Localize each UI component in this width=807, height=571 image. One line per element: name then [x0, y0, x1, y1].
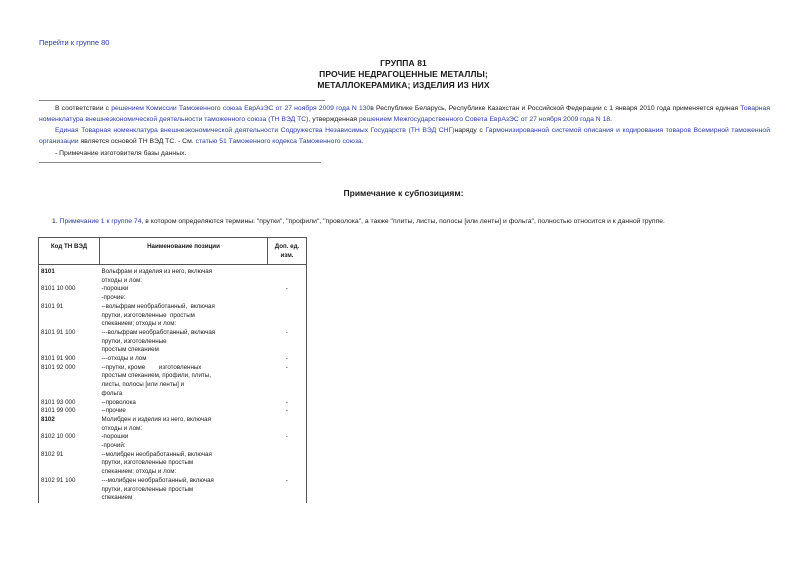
row-code — [39, 442, 100, 451]
row-code: 8101 91 100 — [39, 329, 100, 355]
row-name — [100, 265, 268, 286]
tariff-table — [38, 237, 307, 503]
intro-paragraph-2 — [39, 125, 770, 147]
row-name — [100, 442, 268, 451]
group-subtitle-2: МЕТАЛЛОКЕРАМИКА; ИЗДЕЛИЯ ИЗ НИХ — [317, 80, 490, 90]
row-name-line: -порошки — [101, 285, 129, 293]
cis-nomenclature-link[interactable]: Единая Товарная номенклатура внешнеэкономической деятельности Содружества Независимых Государств (ТН ВЭД СНГ) — [55, 127, 455, 134]
row-unit: - — [268, 355, 307, 364]
prev-group-link[interactable]: Перейти к группе 80 — [39, 38, 110, 47]
row-name-line: спеканием; отходы и лом: — [101, 468, 177, 476]
row-name — [100, 433, 268, 442]
table-row — [39, 442, 307, 451]
row-name-line: ---молибден необработанный, включая — [101, 476, 214, 484]
table-row — [39, 364, 307, 399]
row-name — [100, 329, 268, 355]
subheading-notes-title: Примечание к субпозициям: — [343, 188, 464, 198]
row-name-line: простым спеканием — [101, 346, 159, 354]
row-name-line: отходы и лом: — [101, 424, 143, 432]
row-name-line: спеканием — [101, 494, 133, 502]
row-name-line: --проволока — [101, 398, 136, 406]
row-code: 8102 10 000 — [39, 433, 100, 442]
row-name — [100, 451, 268, 477]
row-unit: - — [268, 477, 307, 503]
row-code: 8101 91 900 — [39, 355, 100, 364]
row-name-line: Вольфрам и изделия из него, включая — [101, 268, 213, 275]
table-row — [39, 451, 307, 477]
row-name — [100, 285, 268, 294]
intro-text: наряду с — [454, 127, 486, 134]
table-row — [39, 407, 307, 416]
row-unit: - — [268, 285, 307, 294]
row-name-line: простым спеканием, профили, плиты, — [101, 372, 211, 380]
row-code: 8102 91 — [39, 451, 100, 477]
row-name-line: --вольфрам необработанный, включая — [101, 302, 215, 310]
row-name — [100, 407, 268, 416]
table-row — [39, 477, 307, 503]
tariff-table-body — [39, 265, 307, 503]
table-row — [39, 265, 307, 286]
row-code: 8101 91 — [39, 303, 100, 329]
row-name — [100, 303, 268, 329]
row-code — [39, 294, 100, 303]
header-code: Код ТН ВЭД — [39, 238, 100, 265]
row-name-line: -прочие: — [101, 294, 126, 302]
row-name-line: фольга — [101, 389, 123, 397]
table-row — [39, 285, 307, 294]
row-unit: - — [268, 364, 307, 399]
intro-text: является основой ТН ВЭД ТС. - См. — [78, 138, 196, 145]
row-name-line: Молибден и изделия из него, включая — [101, 415, 211, 423]
row-name — [100, 294, 268, 303]
row-unit: - — [268, 433, 307, 442]
database-note: - Примечание изготовителя базы данных. — [55, 150, 187, 157]
customs-code-article-link[interactable]: статью 51 Таможенного кодекса Таможенного союза — [195, 138, 362, 145]
harmonized-system-link[interactable]: Гармонизированной системой описания и кодирования товаров Всемирной таможенной организации — [39, 127, 770, 145]
row-name-line: -порошки — [101, 433, 129, 441]
row-code: 8102 91 100 — [39, 477, 100, 503]
row-name-line: прутки, изготовленные простым — [101, 311, 195, 319]
row-unit — [268, 294, 307, 303]
row-name-line: --прочие — [101, 407, 126, 415]
row-name-line: прутки, изготовленные — [101, 337, 167, 345]
header-name: Наименование позиции — [100, 238, 268, 265]
table-header-row — [39, 238, 307, 265]
intro-paragraph-1 — [39, 103, 770, 125]
table-row — [39, 294, 307, 303]
row-code: 8101 99 000 — [39, 407, 100, 416]
row-code: 8102 — [39, 416, 100, 433]
intro-text: . — [361, 138, 364, 145]
commission-decision-link[interactable]: решением Комиссии Таможенного союза ЕврАзЭС от 27 ноября 2009 года N 130 — [111, 105, 371, 112]
row-name-line: отходы и лом: — [101, 276, 143, 284]
customs-nomenclature-link[interactable]: Товарная номенклатура внешнеэкономической деятельности таможенного союза (ТН ВЭД ТС) — [39, 105, 771, 123]
council-decision-link[interactable]: решением Межгосударственного Совета ЕврАзЭС от 27 ноября 2009 года N 18 — [358, 116, 611, 123]
table-row — [39, 355, 307, 364]
divider-bottom — [39, 162, 321, 163]
divider-top — [39, 100, 325, 101]
row-unit: - — [268, 407, 307, 416]
row-unit — [268, 303, 307, 329]
table-row — [39, 433, 307, 442]
row-name-line: -прочий: — [101, 442, 126, 450]
row-code: 8101 10 000 — [39, 285, 100, 294]
table-row — [39, 416, 307, 433]
table-row — [39, 303, 307, 329]
intro-text: , утвержденная — [308, 116, 359, 123]
row-name — [100, 364, 268, 399]
intro-text: в Республике Беларусь, Республике Казахстан и Российской Федерации с 1 января 2010 года применяется единая — [370, 105, 741, 112]
row-name — [100, 355, 268, 364]
row-name-line: ---вольфрам необработанный, включая — [101, 328, 216, 336]
group74-note-link[interactable]: Примечание 1 к группе 74 — [59, 218, 142, 225]
subheading-note-1 — [52, 218, 665, 225]
row-name — [100, 399, 268, 408]
table-row — [39, 329, 307, 355]
row-code: 8101 93 000 — [39, 399, 100, 408]
row-name-line: прутки, изготовленные простым — [101, 459, 194, 467]
row-unit: - — [268, 399, 307, 408]
row-unit — [268, 451, 307, 477]
row-name-line: спеканием; отходы и лом: — [101, 320, 177, 328]
row-name-line: --прутки, кроме изготовленных — [101, 363, 202, 371]
row-unit — [268, 442, 307, 451]
intro-text: В соответствии с — [55, 105, 112, 112]
row-code: 8101 92 000 — [39, 364, 100, 399]
row-code: 8101 — [39, 265, 100, 286]
row-name — [100, 477, 268, 503]
note-number: 1. — [52, 218, 60, 225]
intro-text: . — [610, 116, 613, 123]
header-unit: Доп. ед. изм. — [268, 238, 307, 265]
table-row — [39, 399, 307, 408]
row-name-line: прутки, изготовленные простым — [101, 485, 194, 493]
group-subtitle-1: ПРОЧИЕ НЕДРАГОЦЕННЫЕ МЕТАЛЛЫ; — [319, 69, 488, 79]
row-unit — [268, 265, 307, 286]
row-unit: - — [268, 329, 307, 355]
row-name-line: --молибден необработанный, включая — [101, 450, 212, 458]
row-name-line: листы, полосы [или ленты] и — [101, 381, 185, 389]
group-title: ГРУППА 81 — [380, 58, 427, 68]
row-name-line: ---отходы и лом — [101, 355, 147, 363]
note-text: , в котором определяются термины: "прутки", "профили", "проволока", а также "плиты, листы, полосы [или ленты] и фольга", полностью относится и к данной группе. — [141, 218, 665, 225]
row-unit — [268, 416, 307, 433]
row-name — [100, 416, 268, 433]
